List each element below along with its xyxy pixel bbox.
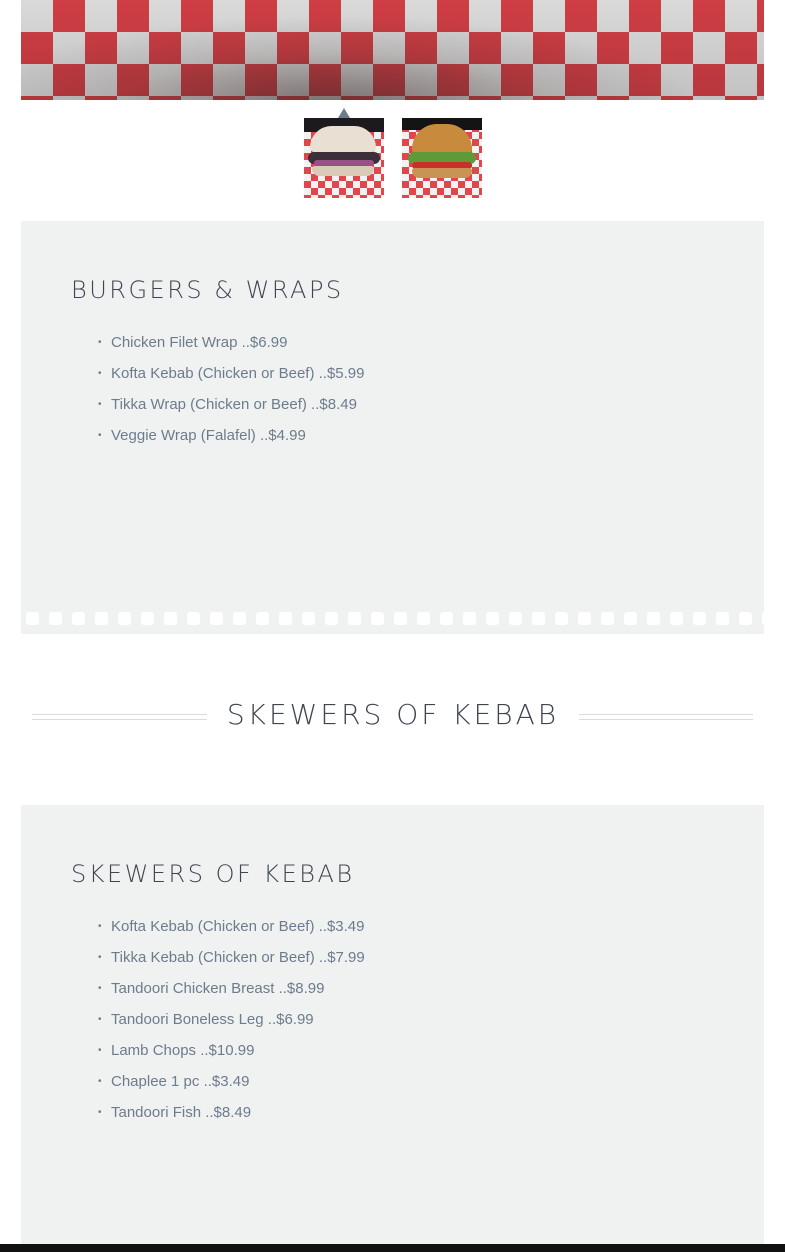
menu-item: • Chicken Filet Wrap ..$6.99 [111, 332, 364, 363]
dot [348, 612, 361, 625]
menu-item: • Tandoori Boneless Leg ..$6.99 [111, 1009, 365, 1040]
bun-bottom-graphic [412, 168, 472, 178]
heading-rule-right [579, 714, 753, 720]
dot [95, 612, 108, 625]
dot [601, 612, 614, 625]
dot [532, 612, 545, 625]
dot [647, 612, 660, 625]
dot [233, 612, 246, 625]
dot [187, 612, 200, 625]
dot [72, 612, 85, 625]
bun-top-graphic [412, 124, 472, 154]
menu-list-skewers [111, 916, 365, 1133]
dot [624, 612, 637, 625]
dot [164, 612, 177, 625]
menu-list-burgers-wraps [111, 332, 364, 456]
menu-title-burgers-wraps: BURGERS & WRAPS [71, 276, 344, 304]
dot [716, 612, 729, 625]
menu-item: • Tandoori Fish ..$8.49 [111, 1102, 365, 1133]
dot [762, 612, 764, 625]
dot [670, 612, 683, 625]
dot [141, 612, 154, 625]
decorative-dotted-border [21, 612, 764, 626]
dot [486, 612, 499, 625]
dot [49, 612, 62, 625]
menu-item: • Lamb Chops ..$10.99 [111, 1040, 365, 1071]
dot [371, 612, 384, 625]
dot [417, 612, 430, 625]
dot [463, 612, 476, 625]
menu-panel-skewers [21, 805, 764, 1252]
dot [693, 612, 706, 625]
menu-item: • Tikka Wrap (Chicken or Beef) ..$8.49 [111, 394, 364, 425]
menu-item: • Kofta Kebab (Chicken or Beef) ..$5.99 [111, 363, 364, 394]
dot [509, 612, 522, 625]
dot [440, 612, 453, 625]
hero-image-checkered-paper [21, 0, 764, 100]
section-title: SKEWERS OF KEBAB [226, 698, 560, 731]
menu-item: • Veggie Wrap (Falafel) ..$4.99 [111, 425, 364, 456]
menu-item: • Tikka Kebab (Chicken or Beef) ..$7.99 [111, 947, 365, 978]
bottom-bar [0, 1244, 785, 1252]
dot [210, 612, 223, 625]
bun-bottom-graphic [312, 166, 374, 176]
thumbnail-burger-2[interactable] [402, 118, 482, 198]
dot [118, 612, 131, 625]
menu-item: • Kofta Kebab (Chicken or Beef) ..$3.49 [111, 916, 365, 947]
section-heading-skewers [0, 693, 785, 737]
thumbnail-burger-1[interactable] [304, 118, 384, 198]
heading-rule-left [32, 714, 207, 720]
menu-panel-burgers-wraps [21, 221, 764, 634]
dot [325, 612, 338, 625]
dot [555, 612, 568, 625]
dot [279, 612, 292, 625]
active-thumbnail-pointer [338, 108, 350, 118]
menu-item: • Chaplee 1 pc ..$3.49 [111, 1071, 365, 1102]
dot [256, 612, 269, 625]
bun-top-graphic [310, 126, 376, 152]
dot [302, 612, 315, 625]
dot [26, 612, 39, 625]
menu-title-skewers: SKEWERS OF KEBAB [71, 860, 355, 888]
dot [394, 612, 407, 625]
menu-item: • Tandoori Chicken Breast ..$8.99 [111, 978, 365, 1009]
dot [578, 612, 591, 625]
dot [739, 612, 752, 625]
